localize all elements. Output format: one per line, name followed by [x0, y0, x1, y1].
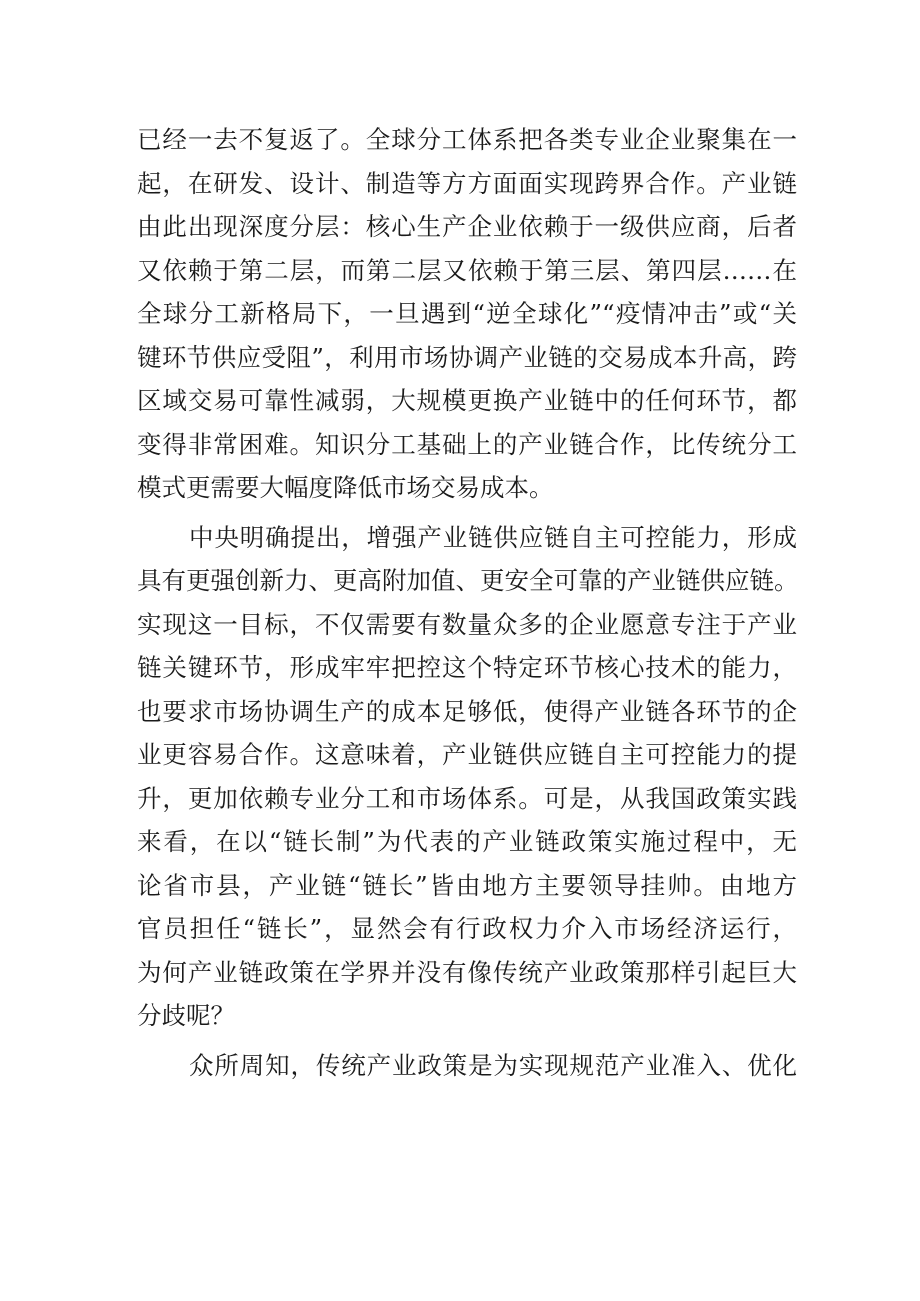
text-line: 来看，在以“链长制”为代表的产业链政策实施过程中，无	[137, 827, 797, 856]
text-line: 模式更需要大幅度降低市场交易成本。	[137, 473, 554, 502]
paragraph-1	[137, 118, 797, 510]
text-line: 已经一去不复返了。全球分工体系把各类专业企业聚集在一	[137, 125, 797, 154]
document-body	[137, 118, 797, 1087]
text-line: 官员担任“链长”，显然会有行政权力介入市场经济运行，	[137, 914, 797, 943]
text-line: 实现这一目标，不仅需要有数量众多的企业愿意专注于产业	[137, 609, 797, 639]
text-line: 论省市县，产业链“链长”皆由地方主要领导挂帅。由地方	[137, 870, 797, 900]
text-line: 起，在研发、设计、制造等方方面面实现跨界合作。产业链	[137, 168, 797, 198]
text-line: 中央明确提出，增强产业链供应链自主可控能力，形成	[189, 522, 797, 552]
text-line: 具有更强创新力、更高附加值、更安全可靠的产业链供应链。	[137, 566, 799, 595]
text-line: 键环节供应受阻”，利用市场协调产业链的交易成本升高，跨	[137, 342, 797, 372]
text-line: 又依赖于第二层，而第二层又依赖于第三层、第四层……在	[137, 255, 797, 285]
text-line: 也要求市场协调生产的成本足够低，使得产业链各环节的企	[137, 696, 797, 726]
paragraph-2	[137, 516, 797, 1038]
text-line: 由此出现深度分层：核心生产企业依赖于一级供应商，后者	[137, 212, 797, 241]
text-line: 链关键环节，形成牢牢把控这个特定环节核心技术的能力，	[137, 653, 797, 682]
text-line: 变得非常困难。知识分工基础上的产业链合作，比传统分工	[137, 429, 797, 459]
paragraph-3	[137, 1044, 797, 1088]
text-line: 全球分工新格局下，一旦遇到“逆全球化”“疫情冲击”或“关	[137, 299, 797, 328]
text-line: 升，更加依赖专业分工和市场体系。可是，从我国政策实践	[137, 783, 797, 813]
text-line: 为何产业链政策在学界并没有像传统产业政策那样引起巨大	[137, 957, 797, 987]
text-line: 众所周知，传统产业政策是为实现规范产业准入、优化	[189, 1050, 797, 1080]
text-line: 业更容易合作。这意味着，产业链供应链自主可控能力的提	[137, 740, 797, 769]
text-line: 区域交易可靠性减弱，大规模更换产业链中的任何环节，都	[137, 386, 797, 415]
text-line: 分歧呢？	[137, 1001, 235, 1030]
